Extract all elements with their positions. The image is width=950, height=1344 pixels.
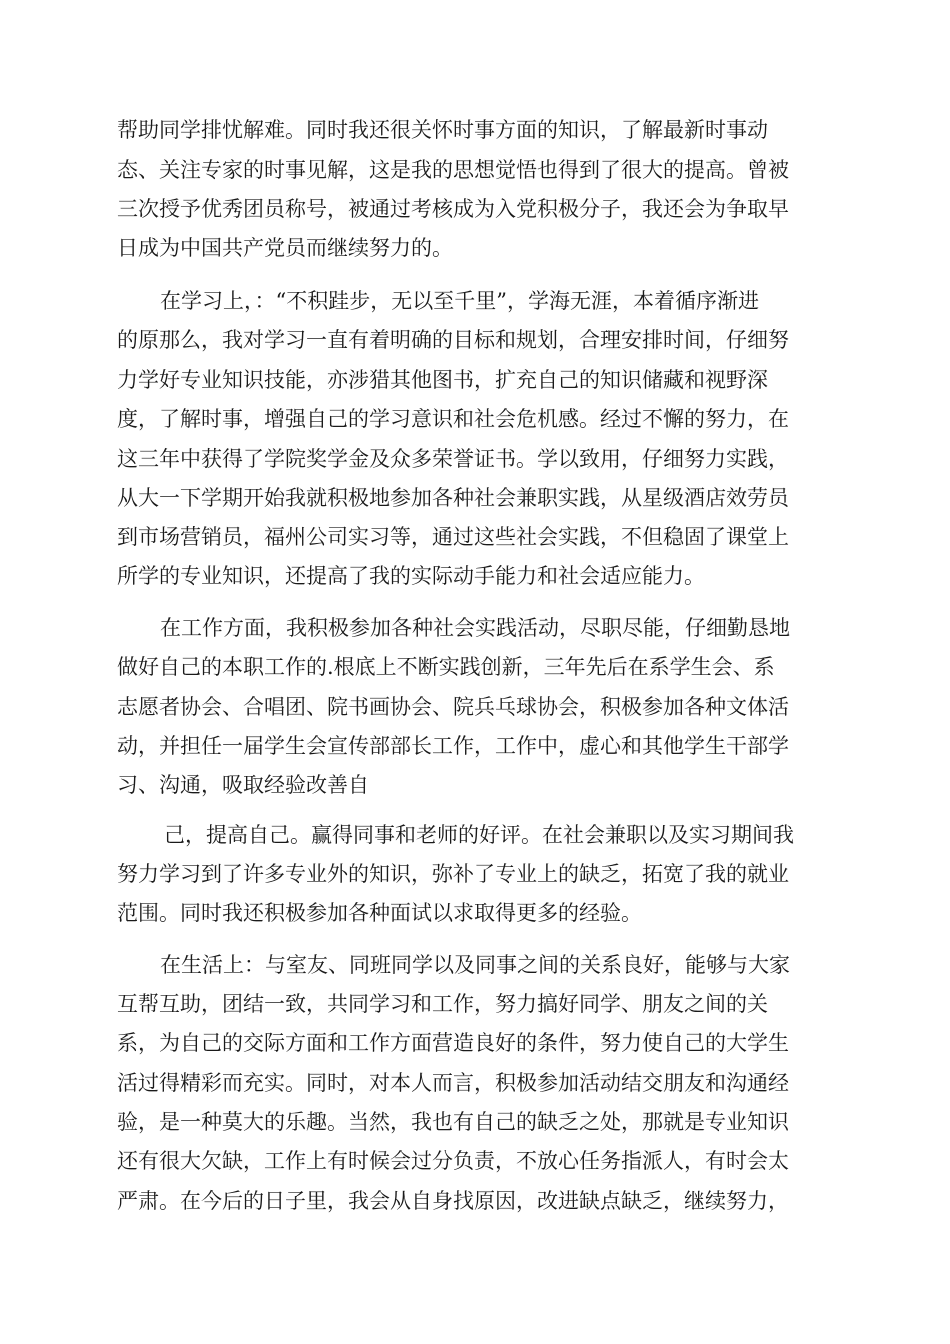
text-line: 严肃。在今后的日子里，我会从自身找原因，改进缺点缺乏，继续努力， [117, 1189, 789, 1213]
text-line: 到市场营销员，福州公司实习等，通过这些社会实践，不但稳固了课堂上 [117, 525, 789, 549]
text-line: 力学好专业知识技能，亦涉猎其他图书，扩充自己的知识储藏和视野深 [117, 368, 768, 392]
text-line: 日成为中国共产党员而继续努力的。 [117, 236, 453, 260]
text-line: 努力学习到了许多专业外的知识，弥补了专业上的缺乏，拓宽了我的就业 [117, 862, 789, 886]
text-line: 己，提高自己。赢得同事和老师的好评。在社会兼职以及实习期间我 [164, 823, 794, 847]
text-line: 所学的专业知识，还提高了我的实际动手能力和社会适应能力。 [117, 564, 705, 588]
text-line: 做好自己的本职工作的.根底上不断实践创新，三年先后在系学生会、系 [117, 655, 775, 679]
text-line: 的原那么，我对学习一直有着明确的目标和规划，合理安排时间，仔细努 [117, 328, 789, 352]
text-line: 习、沟通，吸取经验改善自 [117, 773, 369, 797]
text-line: 验，是一种莫大的乐趣。当然，我也有自己的缺乏之处，那就是专业知识 [117, 1110, 789, 1134]
text-line: 范围。同时我还积极参加各种面试以求取得更多的经验。 [117, 901, 642, 925]
text-line: 三次授予优秀团员称号，被通过考核成为入党积极分子，我还会为争取早 [117, 197, 789, 221]
text-line: 互帮互助，团结一致，共同学习和工作，努力搞好同学、朋友之间的关 [117, 992, 768, 1016]
text-line: 在学习上，：“不积跬步，无以至千里”，学海无涯，本着循序渐进 [160, 289, 759, 313]
text-line: 这三年中获得了学院奖学金及众多荣誉证书。学以致用，仔细努力实践， [117, 447, 789, 471]
text-line: 志愿者协会、合唱团、院书画协会、院兵乓球协会，积极参加各种文体活 [117, 695, 789, 719]
text-line: 系，为自己的交际方面和工作方面营造良好的条件，努力使自己的大学生 [117, 1031, 789, 1055]
text-line: 活过得精彩而充实。同时，对本人而言，积极参加活动结交朋友和沟通经 [117, 1071, 789, 1095]
text-line: 在工作方面，我积极参加各种社会实践活动，尽职尽能，仔细勤恳地 [160, 616, 790, 640]
text-line: 从大一下学期开始我就积极地参加各种社会兼职实践，从星级酒店效劳员 [117, 486, 789, 510]
text-line: 动，并担任一届学生会宣传部部长工作，工作中，虚心和其他学生干部学 [117, 734, 789, 758]
text-line: 在生活上：与室友、同班同学以及同事之间的关系良好，能够与大家 [160, 953, 790, 977]
text-line: 帮助同学排忧解难。同时我还很关怀时事方面的知识，了解最新时事动 [117, 118, 768, 142]
text-line: 态、关注专家的时事见解，这是我的思想觉悟也得到了很大的提高。曾被 [117, 158, 789, 182]
text-line: 度，了解时事，增强自己的学习意识和社会危机感。经过不懈的努力，在 [117, 407, 789, 431]
text-line: 还有很大欠缺，工作上有时候会过分负责，不放心任务指派人，有时会太 [117, 1149, 789, 1173]
